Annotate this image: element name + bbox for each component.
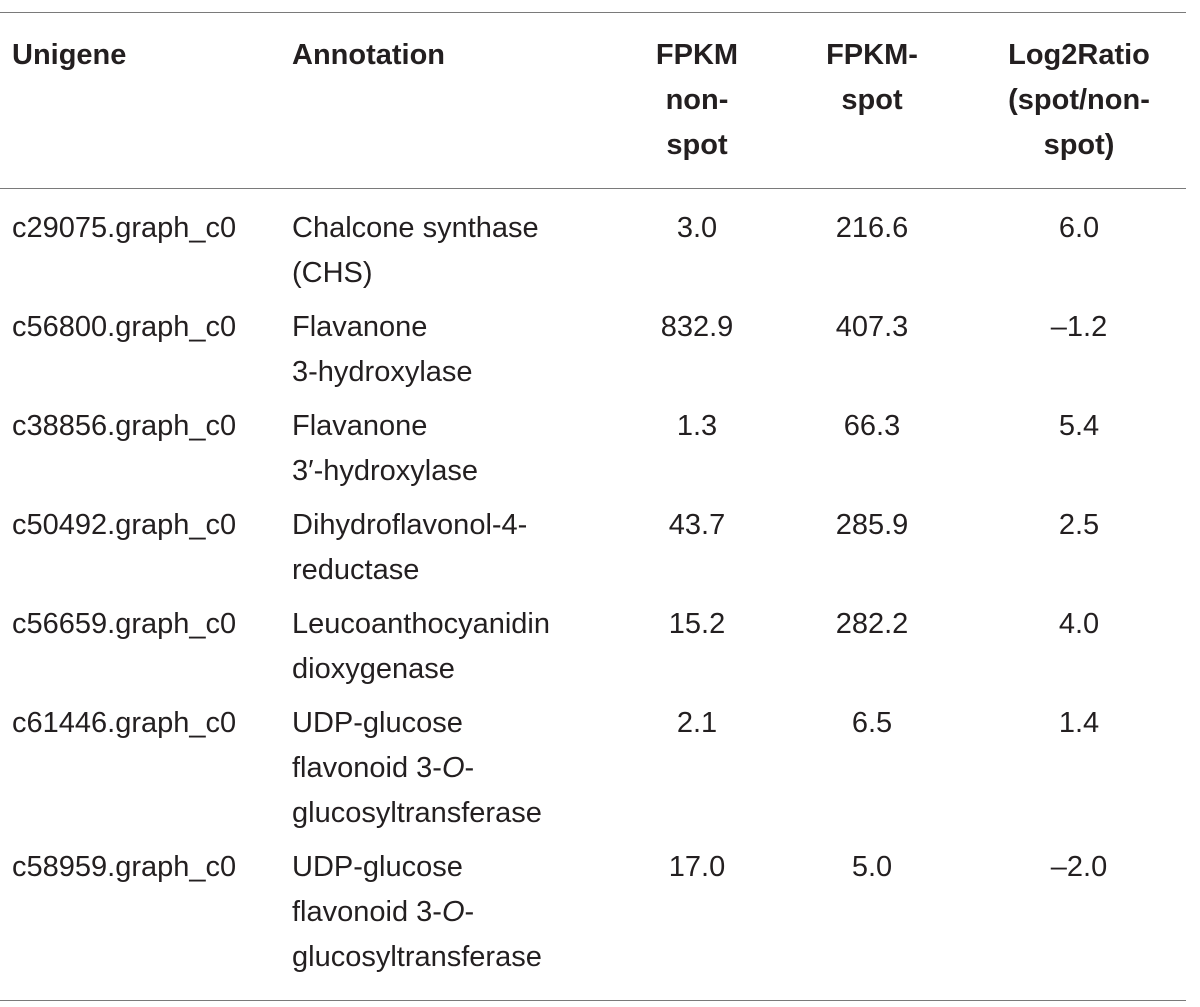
cell-fpkm-spot: 285.9 — [835, 509, 909, 541]
annotation-line: Flavanone — [292, 311, 428, 343]
annotation-line: reductase — [292, 554, 420, 586]
data-table — [0, 12, 1186, 1001]
table-row — [0, 189, 1186, 306]
cell-annotation — [292, 305, 622, 404]
cell-log2ratio: –1.2 — [1050, 311, 1108, 343]
annotation-line: Flavanone — [292, 410, 428, 442]
annotation-line: 3-hydroxylase — [292, 356, 473, 388]
cell-annotation — [292, 404, 622, 503]
cell-log2ratio: 6.0 — [1058, 212, 1100, 244]
cell-unigene: c56800.graph_c0 — [12, 311, 237, 343]
annotation-italic-o: O — [441, 896, 465, 928]
cell-log2ratio: –2.0 — [1050, 851, 1108, 883]
annotation-line: UDP-glucose — [292, 851, 463, 883]
annotation-hyphen: - — [464, 896, 475, 928]
cell-annotation — [292, 845, 622, 1001]
data-table-container — [0, 12, 1186, 1001]
cell-log2ratio: 5.4 — [1058, 410, 1100, 442]
table-row — [0, 404, 1186, 503]
annotation-line — [292, 746, 622, 791]
cell-unigene: c29075.graph_c0 — [12, 212, 237, 244]
cell-fpkm-spot: 282.2 — [835, 608, 909, 640]
cell-fpkm-nonspot: 832.9 — [660, 311, 734, 343]
cell-unigene: c38856.graph_c0 — [12, 410, 237, 442]
annotation-hyphen: - — [464, 752, 475, 784]
cell-log2ratio: 1.4 — [1058, 707, 1100, 739]
annotation-line: 3′-hydroxylase — [292, 455, 478, 487]
cell-unigene: c61446.graph_c0 — [12, 707, 237, 739]
cell-fpkm-nonspot: 15.2 — [668, 608, 726, 640]
annotation-line: glucosyltransferase — [292, 797, 542, 829]
table-row — [0, 602, 1186, 701]
header-log2ratio-line: Log2Ratio — [1008, 39, 1150, 71]
cell-annotation — [292, 189, 622, 306]
annotation-line: glucosyltransferase — [292, 941, 542, 973]
cell-fpkm-spot: 407.3 — [835, 311, 909, 343]
header-fpkm-spot-line: spot — [841, 84, 903, 116]
header-fpkm-spot-line: FPKM- — [826, 39, 918, 71]
cell-fpkm-nonspot: 43.7 — [668, 509, 726, 541]
table-row — [0, 845, 1186, 1001]
annotation-line — [292, 890, 622, 935]
annotation-line: (CHS) — [292, 257, 373, 289]
cell-log2ratio: 2.5 — [1058, 509, 1100, 541]
annotation-line: UDP-glucose — [292, 707, 463, 739]
cell-unigene: c58959.graph_c0 — [12, 851, 237, 883]
cell-fpkm-spot: 6.5 — [851, 707, 893, 739]
cell-unigene: c50492.graph_c0 — [12, 509, 237, 541]
cell-fpkm-spot: 5.0 — [851, 851, 893, 883]
header-fpkm-spot — [772, 13, 972, 189]
annotation-italic-o: O — [441, 752, 465, 784]
annotation-text: flavonoid 3- — [292, 752, 442, 784]
header-fpkm-nonspot-line: non- — [665, 84, 729, 116]
table-row — [0, 305, 1186, 404]
cell-fpkm-nonspot: 2.1 — [676, 707, 718, 739]
cell-unigene: c56659.graph_c0 — [12, 608, 237, 640]
table-row — [0, 503, 1186, 602]
cell-fpkm-nonspot: 17.0 — [668, 851, 726, 883]
table-row — [0, 701, 1186, 845]
cell-log2ratio: 4.0 — [1058, 608, 1100, 640]
cell-fpkm-nonspot: 1.3 — [676, 410, 718, 442]
header-fpkm-nonspot-line: FPKM — [655, 39, 739, 71]
table-header — [0, 13, 1186, 189]
cell-annotation — [292, 503, 622, 602]
header-log2ratio — [972, 13, 1186, 189]
header-log2ratio-line: spot) — [1043, 129, 1115, 161]
header-unigene: Unigene — [12, 39, 127, 71]
annotation-line: Chalcone synthase — [292, 212, 539, 244]
table-body — [0, 189, 1186, 1001]
header-log2ratio-line: (spot/non- — [1008, 84, 1150, 116]
annotation-text: flavonoid 3- — [292, 896, 442, 928]
header-fpkm-nonspot-line: spot — [666, 129, 728, 161]
cell-annotation — [292, 602, 622, 701]
header-row — [0, 13, 1186, 189]
cell-fpkm-spot: 66.3 — [843, 410, 901, 442]
header-annotation: Annotation — [292, 39, 446, 71]
annotation-line: Dihydroflavonol-4- — [292, 509, 528, 541]
annotation-line: Leucoanthocyanidin — [292, 608, 550, 640]
cell-fpkm-spot: 216.6 — [835, 212, 909, 244]
cell-annotation — [292, 701, 622, 845]
annotation-line: dioxygenase — [292, 653, 455, 685]
header-fpkm-nonspot — [622, 13, 772, 189]
cell-fpkm-nonspot: 3.0 — [676, 212, 718, 244]
